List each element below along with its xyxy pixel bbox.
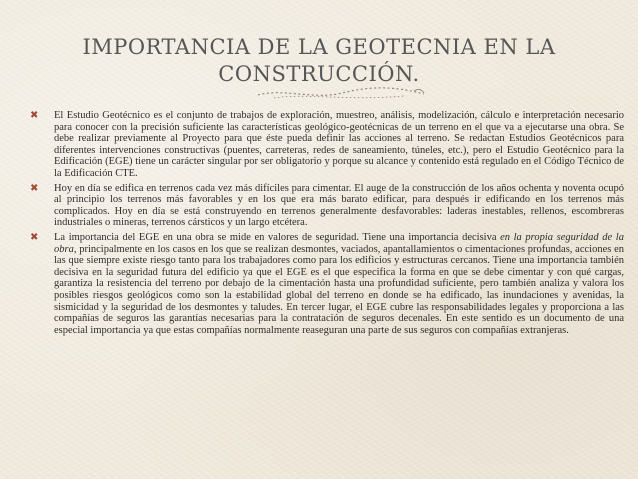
title-line-1: IMPORTANCIA DE LA GEOTECNIA EN LA <box>82 35 556 59</box>
bullet-list <box>30 110 624 339</box>
slide-title <box>60 34 578 88</box>
x-mark-icon: ✖ <box>30 110 39 121</box>
list-item <box>30 183 624 229</box>
title-swirl-ornament <box>254 82 429 104</box>
list-item <box>30 232 624 336</box>
list-item <box>30 110 624 180</box>
bullet-text: Hoy en día se edifica en terrenos cada vez más difíciles para cimentar. El auge de la construcción de los años ochenta y noventa ocupó al principio los terrenos más favorables y en los que era más barato edificar, para después ir edificando en los terrenos más complicados. Hoy en día se está construyendo en terrenos generalmente desfavorables: laderas inestables, rellenos, escombreras industriales o mineras, terrenos cársticos y un largo etcétera. <box>54 182 624 229</box>
x-mark-icon: ✖ <box>30 231 39 243</box>
x-mark-icon: ✖ <box>30 182 39 194</box>
bullet-text: El Estudio Geotécnico es el conjunto de trabajos de exploración, muestreo, análisis, modelización, cálculo e interpretación necesario para conocer con la precisión suficiente las características geológico-geotécnicas de un terreno en el que va a ejecutarse una obra. Se debe realizar previamente al Proyecto para que éste pueda definir las acciones al terreno. Se redactan Estudios Geotécnicos para diferentes intervenciones constructivas (puentes, carreteras, redes de saneamiento, túneles, etc.), pero el Estudio Geotécnico para la Edificación (EGE) tiene un carácter singular por ser obligatorio y porque su alcance y contenido está regulado en el Código Técnico de la Edificación CTE. <box>54 110 624 179</box>
bullet-text-end: , principalmente en los casos en los que se realizan desmontes, vaciados, apantallamientos o cimentaciones profundas, acciones en las que siempre existe riesgo tanto para los trabajadores como para los edificios y estructuras cercanos. Tiene una importancia también decisiva en la seguridad futura del edificio ya que el EGE es el que especifica la forma en que se debe cimentar y con qué cargas, garantiza la resistencia del terreno por debajo de la cimentación hasta una profundidad suficiente, pero también analiza y valora los posibles riesgos geológicos como son la estabilidad global del terreno en donde se ha edificado, las inundaciones y avenidas, la sismicidad y la seguridad de los desmontes y taludes. En tercer lugar, el EGE cubre las responsabilidades legales y proporciona a las compañías de seguros las garantías necesarias para la contratación de seguros decenales. En este sentido es un documento de una especial importancia ya que estas compañías normalmente reaseguran una parte de sus seguros con compañías extranjeras. <box>54 243 624 336</box>
bullet-emphasis: en la propia seguridad de la obra <box>54 231 624 255</box>
bullet-text-start: La importancia del EGE en una obra se mide en valores de seguridad. Tiene una importancia decisiva <box>54 231 501 243</box>
title-line-2: CONSTRUCCIÓN. <box>218 62 420 86</box>
